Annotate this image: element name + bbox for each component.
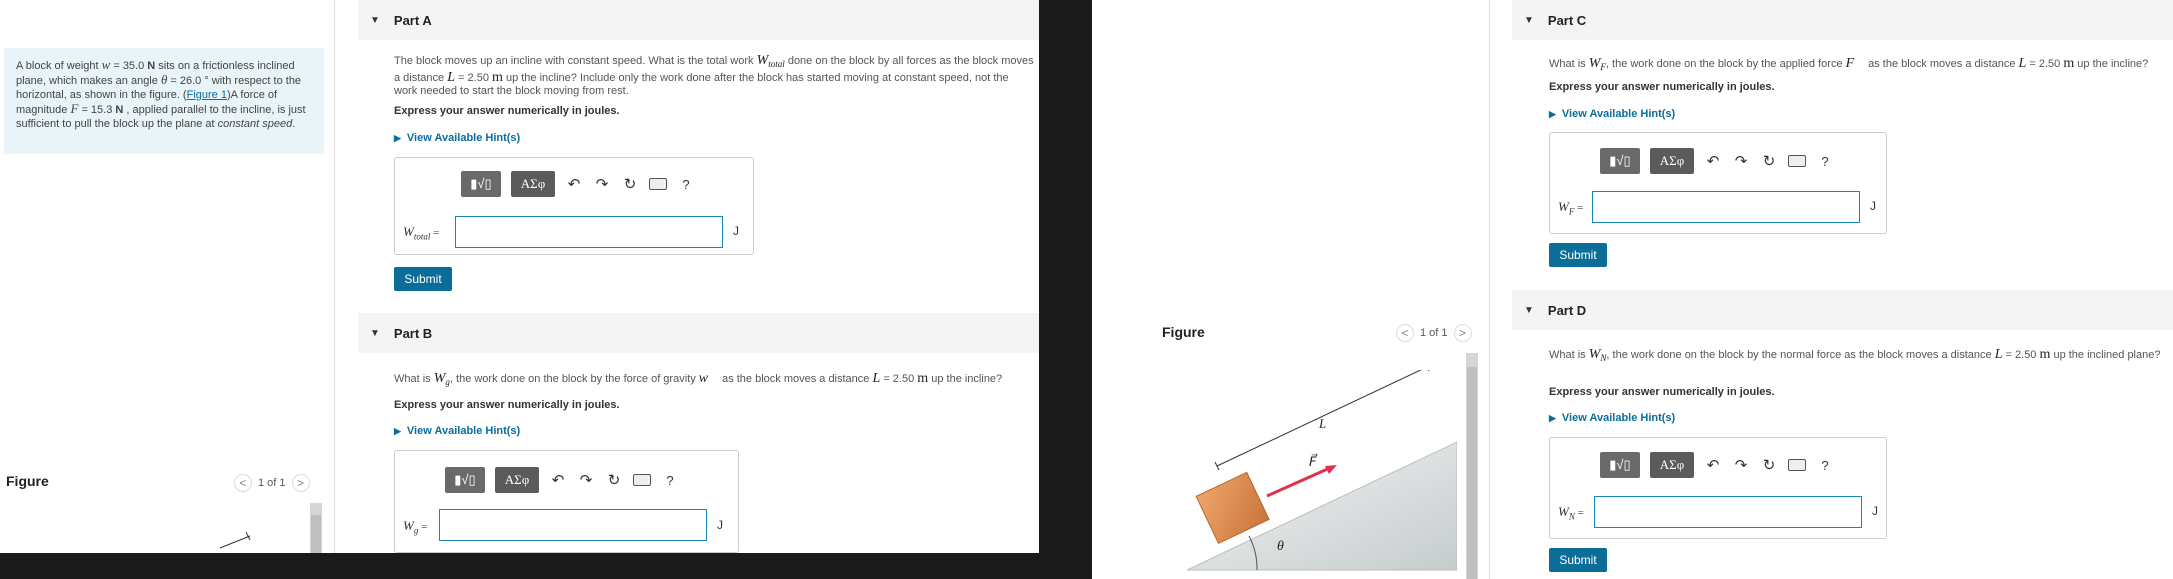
- part-a-question: [394, 54, 1034, 98]
- keyboard-icon[interactable]: [1788, 155, 1806, 167]
- answer-input[interactable]: [1592, 191, 1860, 223]
- intro-text: = 26.0 ° with respect to the horizontal, as shown in the figure. (: [16, 75, 302, 101]
- label-subscript: total: [413, 231, 431, 242]
- answer-input[interactable]: [455, 216, 723, 248]
- express-instruction: Express your answer numerically in joules.: [1549, 81, 1775, 93]
- help-icon[interactable]: ?: [1821, 153, 1829, 169]
- label-subscript: F: [1568, 206, 1575, 217]
- distance-tick: [1425, 370, 1429, 371]
- incline-figure: [1187, 370, 1457, 579]
- hints-label: View Available Hint(s): [1561, 412, 1676, 424]
- figure-heading: Figure: [1162, 324, 1205, 340]
- submit-button[interactable]: Submit: [394, 267, 452, 291]
- view-hints-link[interactable]: [1549, 412, 1675, 424]
- question-text: done on the block by all forces as the block moves a distance: [394, 55, 1034, 85]
- part-d-question: [1549, 348, 2164, 365]
- scrollbar-thumb[interactable]: [311, 515, 321, 553]
- templates-button[interactable]: ▮√▯: [1600, 452, 1640, 478]
- figure-heading: Figure: [6, 473, 49, 489]
- intro-emphasis: constant speed: [217, 118, 293, 130]
- part-title: Part C: [1547, 12, 1587, 28]
- part-d-header[interactable]: [1512, 290, 2173, 330]
- question-text: up the incline?: [2074, 58, 2149, 70]
- label-equals: =: [1574, 202, 1584, 214]
- expand-triangle-icon: ▶: [1549, 109, 1556, 119]
- part-title: Part B: [393, 325, 433, 341]
- submit-button[interactable]: Submit: [1549, 243, 1607, 267]
- intro-text: sits on a frictionless inclined plane, which makes an angle: [16, 60, 295, 87]
- answer-box: [1549, 132, 1887, 234]
- unit-meter: m: [2063, 56, 2075, 71]
- answer-box: [1549, 437, 1887, 539]
- math-symbol: L: [1994, 347, 2003, 362]
- figure-scrollbar[interactable]: [310, 503, 322, 553]
- unit-label: J: [1872, 504, 1878, 518]
- figure-link[interactable]: Figure 1: [186, 89, 227, 101]
- hints-label: View Available Hint(s): [1561, 108, 1676, 120]
- answer-label: [403, 518, 427, 536]
- keyboard-icon[interactable]: [649, 178, 667, 190]
- math-toolbar: [461, 171, 695, 197]
- intro-text: A block of weight: [16, 60, 102, 72]
- unit-newton: N: [115, 104, 124, 116]
- label-equals: =: [1574, 507, 1584, 519]
- unit-meter: m: [2039, 347, 2051, 362]
- block: [1196, 472, 1269, 543]
- submit-button[interactable]: Submit: [1549, 548, 1607, 572]
- pager-text: 1 of 1: [1420, 327, 1448, 339]
- math-symbol: L: [447, 70, 455, 86]
- force-symbol: F: [70, 101, 79, 116]
- distance-tick: [1215, 462, 1219, 470]
- collapse-triangle-icon: ▼: [1524, 304, 1534, 316]
- theta-symbol: θ: [160, 72, 168, 87]
- expand-triangle-icon: ▶: [1549, 413, 1556, 423]
- question-text: What is: [394, 373, 434, 385]
- templates-button[interactable]: ▮√▯: [1600, 148, 1640, 174]
- unit-meter: m: [492, 70, 503, 86]
- express-instruction: Express your answer numerically in joules.: [1549, 386, 1775, 398]
- math-symbol: W: [1588, 56, 1601, 71]
- templates-button[interactable]: ▮√▯: [461, 171, 501, 197]
- math-vector: F⃗: [1845, 56, 1866, 71]
- question-text: , the work done on the block by the normal force as the block moves a distance: [1606, 349, 1995, 361]
- figure-pager: [1396, 324, 1472, 342]
- figure-pager: [234, 474, 310, 492]
- symbols-button[interactable]: ΑΣφ: [511, 171, 555, 197]
- question-text: up the incline? Include only the work done after the block has started moving at constant speed, not the work needed to start the block moving from rest.: [394, 72, 1009, 98]
- force-label: F⃗: [1309, 454, 1317, 469]
- answer-input[interactable]: [439, 509, 707, 541]
- question-text: What is: [1549, 349, 1589, 361]
- answer-label: [1558, 504, 1584, 522]
- label-symbol: W: [1558, 199, 1569, 214]
- keyboard-icon[interactable]: [633, 474, 651, 486]
- math-toolbar: [1600, 148, 1834, 174]
- answer-label: [1558, 199, 1583, 217]
- part-title: Part A: [393, 12, 432, 28]
- part-b-header[interactable]: [358, 313, 1039, 353]
- math-toolbar: [1600, 452, 1834, 478]
- math-symbol: L: [2018, 56, 2027, 71]
- reset-icon[interactable]: ↻: [607, 472, 621, 489]
- math-symbol: W: [756, 53, 769, 68]
- question-text: up the incline?: [928, 373, 1003, 385]
- pager-text: 1 of 1: [258, 477, 286, 489]
- question-text: = 2.50: [2002, 349, 2040, 361]
- unit-meter: m: [917, 371, 929, 386]
- keyboard-icon[interactable]: [1788, 459, 1806, 471]
- math-symbol: L: [872, 371, 881, 386]
- reset-icon[interactable]: ↻: [1762, 153, 1776, 170]
- symbols-button[interactable]: ΑΣφ: [495, 467, 539, 493]
- part-c-header[interactable]: [1512, 0, 2173, 40]
- math-symbol: W: [1588, 347, 1601, 362]
- question-text: as the block moves a distance: [1865, 58, 2019, 70]
- part-c-question: [1549, 57, 2173, 74]
- hints-label: View Available Hint(s): [406, 132, 521, 144]
- angle-label: θ: [1277, 539, 1284, 554]
- view-hints-link[interactable]: [394, 425, 520, 437]
- help-icon[interactable]: ?: [682, 176, 690, 192]
- view-hints-link[interactable]: [1549, 108, 1675, 120]
- left-screenshot: [0, 0, 1039, 553]
- next-figure-button[interactable]: >: [292, 474, 310, 492]
- arrowhead: [1325, 465, 1337, 474]
- length-label: L: [1319, 416, 1327, 431]
- answer-input[interactable]: [1594, 496, 1862, 528]
- problem-intro: [4, 48, 324, 154]
- answer-box: [394, 157, 754, 255]
- intro-text: .: [292, 118, 296, 130]
- math-vector: w⃗: [698, 371, 719, 386]
- prev-figure-button[interactable]: <: [234, 474, 252, 492]
- math-subscript: g: [445, 377, 450, 388]
- undo-icon[interactable]: ↶: [551, 472, 565, 489]
- unit-newton: N: [147, 60, 156, 72]
- redo-icon[interactable]: ↷: [579, 472, 593, 489]
- intro-text: = 15.3: [78, 104, 116, 116]
- math-toolbar: [445, 467, 679, 493]
- label-subscript: N: [1568, 511, 1575, 522]
- reset-icon[interactable]: ↻: [623, 176, 637, 193]
- collapse-triangle-icon: ▼: [370, 14, 380, 26]
- right-screenshot: [1092, 0, 2173, 579]
- answer-box: [394, 450, 739, 553]
- question-text: What is: [1549, 58, 1589, 70]
- math-subscript: F: [1600, 62, 1606, 73]
- part-title: Part D: [1547, 302, 1587, 318]
- intro-text: , applied parallel to the incline, is just sufficient to pull the block up the plane at: [16, 104, 306, 130]
- undo-icon[interactable]: ↶: [1706, 153, 1720, 170]
- help-icon[interactable]: ?: [666, 472, 674, 488]
- redo-icon[interactable]: ↷: [1734, 457, 1748, 474]
- unit-label: J: [1870, 199, 1876, 213]
- question-text: , the work done on the block by the force of gravity: [449, 373, 699, 385]
- expand-triangle-icon: ▶: [394, 426, 401, 436]
- question-text: The block moves up an incline with constant speed. What is the total work: [394, 55, 757, 67]
- label-equals: =: [430, 227, 440, 239]
- part-a-header[interactable]: [358, 0, 1039, 40]
- label-symbol: W: [1558, 504, 1569, 519]
- panel-divider: [1489, 0, 1490, 579]
- question-text: up the inclined plane?: [2050, 349, 2161, 361]
- panel-divider: [334, 0, 335, 553]
- next-figure-button[interactable]: >: [1454, 324, 1472, 342]
- collapse-triangle-icon: ▼: [1524, 14, 1534, 26]
- reset-icon[interactable]: ↻: [1762, 457, 1776, 474]
- question-text: , the work done on the block by the applied force: [1605, 58, 1846, 70]
- unit-label: J: [733, 224, 739, 238]
- label-symbol: W: [403, 518, 414, 533]
- unit-label: J: [717, 518, 723, 532]
- figure-scrollbar[interactable]: [1466, 353, 1478, 579]
- label-symbol: W: [403, 224, 414, 239]
- hints-label: View Available Hint(s): [406, 425, 521, 437]
- question-text: = 2.50: [2026, 58, 2064, 70]
- redo-icon[interactable]: ↷: [595, 176, 609, 193]
- weight-symbol: w: [101, 57, 111, 72]
- answer-label: [403, 224, 439, 242]
- question-text: = 2.50: [455, 72, 493, 85]
- force-arrow: [1267, 467, 1332, 496]
- express-instruction: Express your answer numerically in joules.: [394, 399, 620, 411]
- collapse-triangle-icon: ▼: [370, 327, 380, 339]
- math-subscript: N: [1600, 353, 1607, 364]
- label-subscript: g: [413, 525, 419, 536]
- question-text: = 2.50: [880, 373, 918, 385]
- view-hints-link[interactable]: [394, 132, 520, 144]
- part-b-question: [394, 372, 1034, 389]
- scrollbar-thumb[interactable]: [1467, 367, 1477, 579]
- math-symbol: W: [433, 371, 446, 386]
- prev-figure-button[interactable]: <: [1396, 324, 1414, 342]
- redo-icon[interactable]: ↷: [1734, 153, 1748, 170]
- math-subscript: total: [768, 59, 785, 70]
- undo-icon[interactable]: ↶: [567, 176, 581, 193]
- symbols-button[interactable]: ΑΣφ: [1650, 148, 1694, 174]
- undo-icon[interactable]: ↶: [1706, 457, 1720, 474]
- intro-text: )A force of magnitude: [16, 89, 278, 116]
- expand-triangle-icon: ▶: [394, 133, 401, 143]
- intro-text: = 35.0: [110, 60, 148, 72]
- label-equals: =: [418, 521, 428, 533]
- express-instruction: Express your answer numerically in joules.: [394, 105, 620, 117]
- help-icon[interactable]: ?: [1821, 457, 1829, 473]
- figure-fragment: [200, 528, 260, 553]
- templates-button[interactable]: ▮√▯: [445, 467, 485, 493]
- question-text: as the block moves a distance: [719, 373, 873, 385]
- symbols-button[interactable]: ΑΣφ: [1650, 452, 1694, 478]
